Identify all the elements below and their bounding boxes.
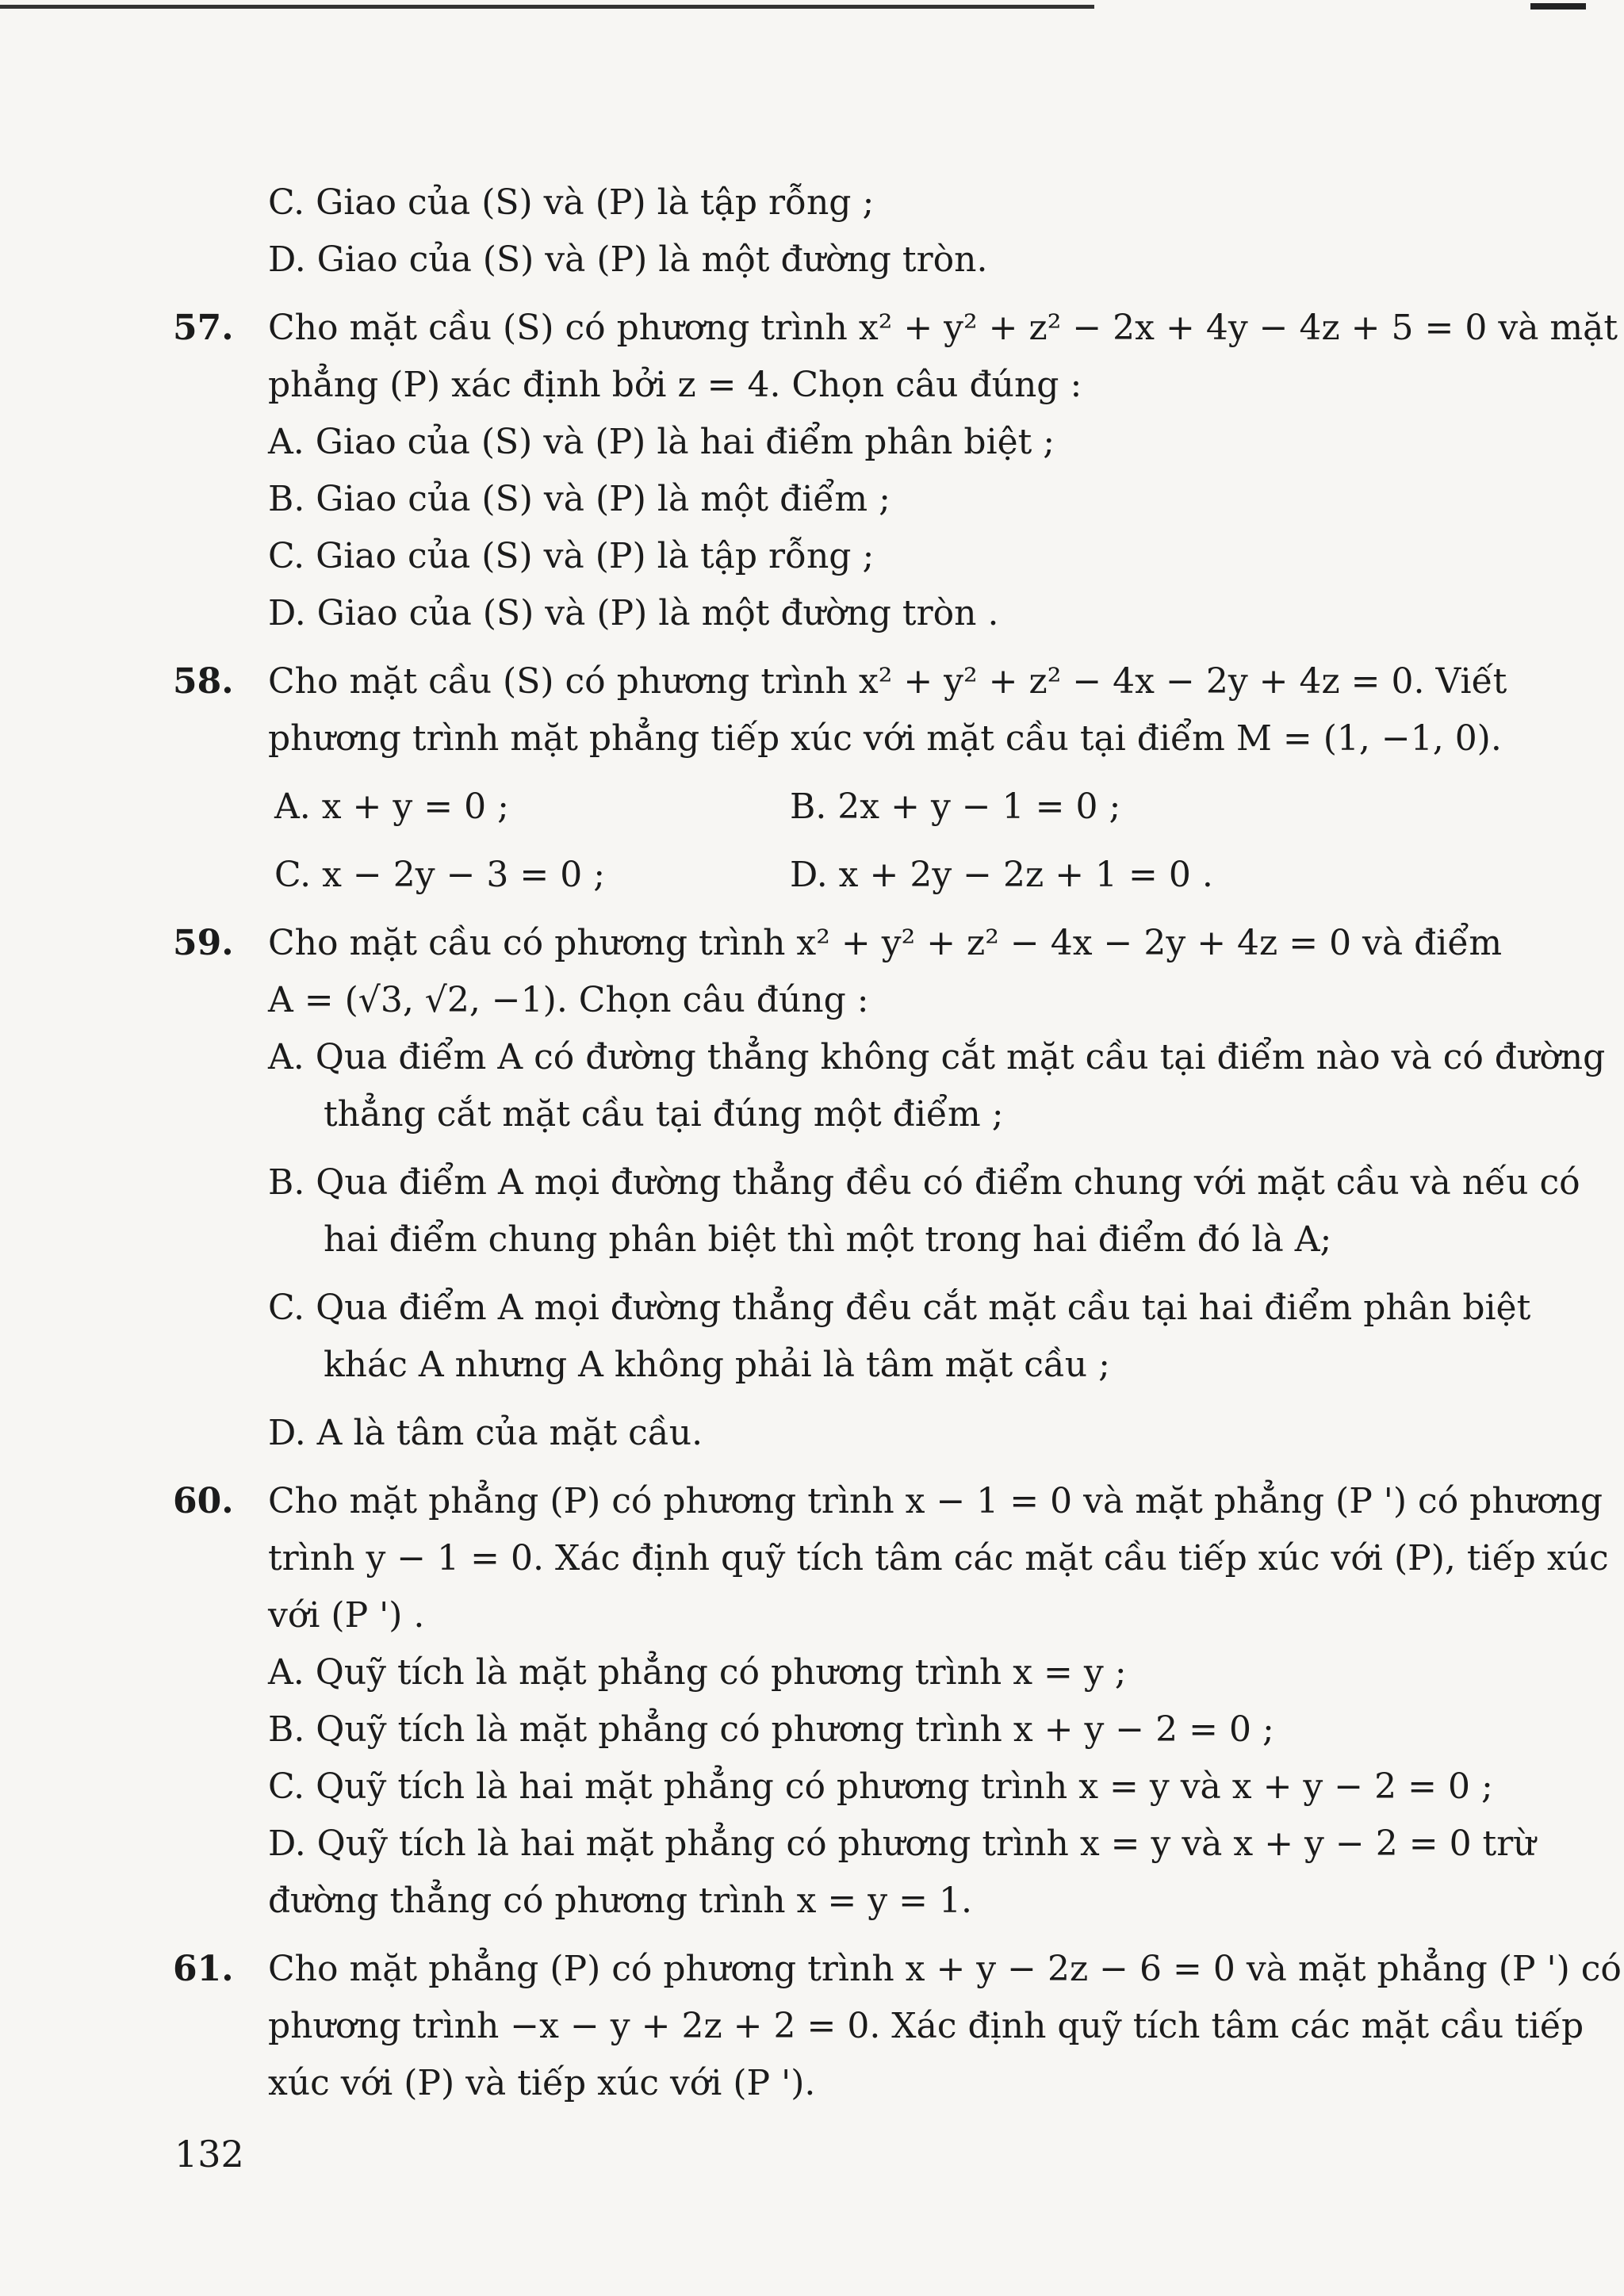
question-text: Cho mặt cầu (S) có phương trình x² + y² + z² − 2x + 4y − 4z + 5 = 0 và mặt [268, 308, 1618, 348]
question-61 [167, 1941, 1622, 2112]
option-b: B. Giao của (S) và (P) là một điểm ; [268, 479, 891, 519]
question-text: phương trình −x − y + 2z + 2 = 0. Xác định quỹ tích tâm các mặt cầu tiếp [268, 2006, 1584, 2046]
option-line: C. Giao của (S) và (P) là tập rỗng ; [268, 182, 875, 223]
question-text: phương trình mặt phẳng tiếp xúc với mặt cầu tại điểm M = (1, −1, 0). [268, 718, 1502, 759]
option-a: A. Giao của (S) và (P) là hai điểm phân biệt ; [268, 422, 1055, 462]
option-c: C. Qua điểm A mọi đường thẳng đều cắt mặt cầu tại hai điểm phân biệt [268, 1288, 1531, 1328]
top-rule [0, 5, 1094, 9]
option-a: A. Qua điểm A có đường thẳng không cắt mặt cầu tại điểm nào và có đường [268, 1037, 1606, 1077]
question-text: Cho mặt cầu có phương trình x² + y² + z² − 4x − 2y + 4z = 0 và điểm [268, 923, 1503, 963]
page-number: 132 [174, 2133, 244, 2175]
option-c: C. Quỹ tích là hai mặt phẳng có phương trình x = y và x + y − 2 = 0 ; [268, 1766, 1493, 1807]
option-b-cont: hai điểm chung phân biệt thì một trong hai điểm đó là A; [324, 1219, 1332, 1260]
question-number: 61. [173, 1949, 234, 1989]
option-d: D. Quỹ tích là hai mặt phẳng có phương trình x = y và x + y − 2 = 0 trừ [268, 1823, 1536, 1864]
option-line: D. Giao của (S) và (P) là một đường tròn. [268, 239, 988, 280]
q56-tail [167, 174, 1562, 289]
option-c: C. x − 2y − 3 = 0 ; [274, 855, 606, 895]
top-rule-mark [1530, 3, 1586, 10]
question-text: trình y − 1 = 0. Xác định quỹ tích tâm các mặt cầu tiếp xúc với (P), tiếp xúc [268, 1538, 1609, 1578]
question-number: 60. [173, 1481, 234, 1521]
question-58 [167, 653, 1562, 904]
option-a: A. x + y = 0 ; [274, 786, 509, 827]
question-text: A = (√3, √2, −1). Chọn câu đúng : [268, 980, 869, 1020]
option-c-cont: khác A nhưng A không phải là tâm mặt cầu ; [324, 1345, 1110, 1385]
question-text: Cho mặt phẳng (P) có phương trình x − 1 = 0 và mặt phẳng (P ') có phương [268, 1481, 1603, 1521]
option-a-cont: thẳng cắt mặt cầu tại đúng một điểm ; [324, 1094, 1004, 1135]
option-d: D. Giao của (S) và (P) là một đường tròn . [268, 593, 999, 633]
option-b: B. Quỹ tích là mặt phẳng có phương trình x + y − 2 = 0 ; [268, 1709, 1274, 1750]
question-number: 58. [173, 661, 234, 702]
option-d-cont: đường thẳng có phương trình x = y = 1. [268, 1881, 972, 1921]
question-57 [167, 300, 1618, 642]
question-text: Cho mặt phẳng (P) có phương trình x + y − 2z − 6 = 0 và mặt phẳng (P ') có [268, 1949, 1622, 1989]
option-c: C. Giao của (S) và (P) là tập rỗng ; [268, 536, 875, 576]
option-d: D. A là tâm của mặt cầu. [268, 1413, 703, 1453]
question-number: 59. [173, 923, 234, 963]
page-content [167, 174, 1622, 2112]
question-60 [167, 1473, 1609, 1930]
option-a: A. Quỹ tích là mặt phẳng có phương trình x = y ; [268, 1652, 1127, 1693]
option-d: D. x + 2y − 2z + 1 = 0 . [790, 855, 1213, 895]
question-text: Cho mặt cầu (S) có phương trình x² + y² + z² − 4x − 2y + 4z = 0. Viết [268, 661, 1507, 702]
question-text: phẳng (P) xác định bởi z = 4. Chọn câu đúng : [268, 365, 1082, 405]
option-b: B. 2x + y − 1 = 0 ; [790, 786, 1121, 827]
question-text: xúc với (P) và tiếp xúc với (P '). [268, 2063, 816, 2103]
question-number: 57. [173, 308, 234, 348]
option-b: B. Qua điểm A mọi đường thẳng đều có điểm chung với mặt cầu và nếu có [268, 1162, 1580, 1203]
question-59 [167, 915, 1606, 1462]
question-text: với (P ') . [268, 1595, 425, 1636]
